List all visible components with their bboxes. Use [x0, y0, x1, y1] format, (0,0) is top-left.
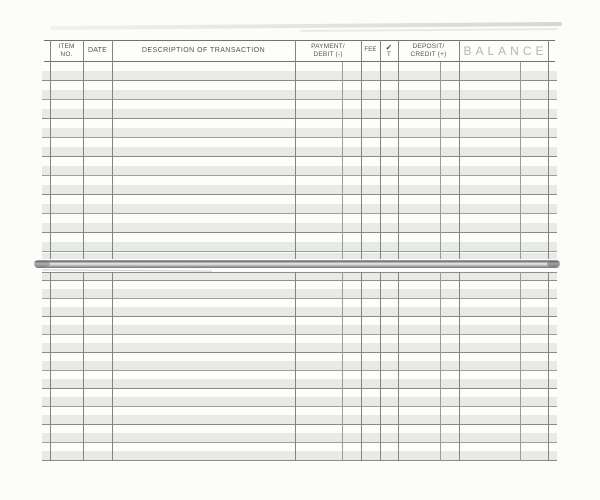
- ledger-row: [42, 62, 557, 81]
- header-fee: [361, 41, 380, 61]
- header-fee-label: FEE: [364, 47, 377, 54]
- ledger-row: [42, 138, 557, 157]
- header-date: [83, 41, 112, 61]
- check-icon: ✓: [385, 43, 393, 52]
- ledger-row: [42, 195, 557, 214]
- ledger-row: [42, 119, 557, 138]
- ledger-row: [42, 157, 557, 176]
- header-description-label: DESCRIPTION OF TRANSACTION: [141, 46, 266, 54]
- fold-bar-left-tip: [34, 261, 50, 267]
- ledger-row: [42, 389, 557, 407]
- header-balance-label: BALANCE: [463, 43, 548, 58]
- header-check-t: [380, 41, 398, 61]
- header-date-label: DATE: [88, 46, 107, 54]
- ledger-row: [42, 299, 557, 317]
- header-description: [112, 41, 295, 61]
- ledger-row: [42, 214, 557, 233]
- ledger-row: [42, 317, 557, 335]
- fold-bar-right-tip: [547, 261, 560, 267]
- ledger-row: [42, 81, 557, 100]
- partial-row-stripe: [42, 272, 557, 281]
- header-cells: [50, 41, 548, 61]
- header-item-no-line1: ITEM: [58, 43, 75, 51]
- ledger-row: [42, 425, 557, 443]
- ledger-row: [42, 443, 557, 461]
- page-edge-shadow-secondary: [300, 28, 558, 32]
- lower-rows: [42, 272, 557, 461]
- header-item-no-line2: NO.: [60, 51, 73, 58]
- ledger-row: [42, 353, 557, 371]
- ledger-row: [42, 100, 557, 119]
- upper-rows: [42, 62, 557, 259]
- header-deposit-credit: [398, 41, 459, 61]
- register-header-row: [44, 40, 555, 62]
- binding-fold-bar: [34, 260, 560, 268]
- header-deposit-line1: DEPOSIT/: [412, 43, 445, 51]
- header-balance: [459, 41, 548, 61]
- header-item-no: [50, 41, 83, 61]
- ledger-row: [42, 281, 557, 299]
- ledger-row: [42, 176, 557, 195]
- header-payment-line1: PAYMENT/: [311, 43, 345, 51]
- ledger-row: [42, 233, 557, 252]
- ledger-row: [42, 335, 557, 353]
- header-payment-line2: DEBIT (-): [313, 51, 343, 58]
- ledger-row: [42, 371, 557, 389]
- header-deposit-line2: CREDIT (+): [410, 51, 447, 58]
- ledger-row: [42, 407, 557, 425]
- header-payment-debit: [295, 41, 361, 61]
- header-check-letter: T: [386, 51, 392, 58]
- partial-row-stripe: [42, 252, 557, 259]
